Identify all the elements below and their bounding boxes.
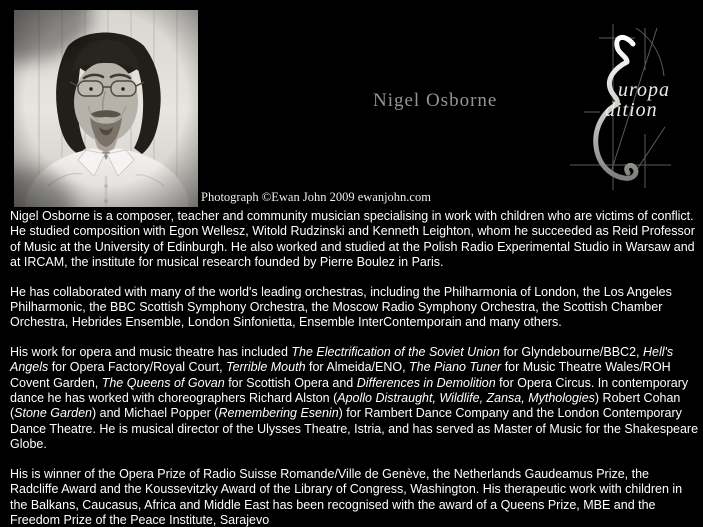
photo-vignette bbox=[14, 10, 198, 207]
biography-paragraph: His is winner of the Opera Prize of Radio Suisse Romande/Ville de Genève, the Netherlands Gaudeamus Prize, the Radcliffe Award and the Koussevitzky Award of the Library of Congress, Washington. His therapeutic work with children in the Balkans, Caucasus, Africa and Middle East has been recognised with the award of a Queens Prize, MBE and the Freedom Prize of the Peace Institute, Sarajevo bbox=[10, 466, 683, 527]
logo-text-uropa: uropa bbox=[618, 79, 671, 101]
biography-text bbox=[10, 209, 700, 527]
europa-edition-logo-image bbox=[566, 22, 703, 197]
page-title: Nigel Osborne bbox=[373, 90, 498, 111]
portrait-photo-image bbox=[14, 10, 198, 207]
biography-paragraph: He has collaborated with many of the world's leading orchestras, including the Philharmonia of London, the Los Angeles Philharmonic, the BBC Scottish Symphony Orchestra, the Moscow Radio Symphony Orchestra, the Scottish Chamber Orchestra, Hebrides Ensemble, London Sinfonietta, Ensemble InterContemporain and many others. bbox=[10, 284, 672, 330]
biography-paragraph: Nigel Osborne is a composer, teacher and community musician specialising in work with children who are victims of conflict. He studied composition with Egon Wellesz, Witold Rudzinski and Kenneth Leighton, whom he succeeded as Reid Professor of Music at the University of Edinburgh. He also worked and studied at the Polish Radio Experimental Studio in Warsaw and at IRCAM, the institute for musical research founded by Pierre Boulez in Paris. bbox=[10, 209, 695, 270]
portrait-photo bbox=[14, 10, 198, 207]
logo-text-dition: dition bbox=[605, 99, 658, 121]
europa-edition-logo[interactable] bbox=[566, 22, 703, 197]
photo-credit: Photograph ©Ewan John 2009 ewanjohn.com bbox=[201, 190, 431, 204]
biography-paragraph: His work for opera and music theatre has included The Electrification of the Soviet Union for Glyndebourne/BBC2, Hell's Angels for Opera Factory/Royal Court, Terrible Mouth for Almeida/ENO, The Piano Tuner for Music Theatre Wales/ROH Covent Garden, The Queens of Govan for Scottish Opera and Differences in Demolition for Opera Circus. In contemporary dance he has worked with choreographers Richard Alston (Apollo Distraught, Wildlife, Zansa, Mythologies) Robert Cohan (Stone Garden) and Michael Popper (Remembering Esenin) for Rambert Dance Company and the London Contemporary Dance Theatre. He is musical director of the Ulysses Theatre, Istria, and has served as Master of Music for the Shakespeare Globe. bbox=[10, 344, 699, 452]
